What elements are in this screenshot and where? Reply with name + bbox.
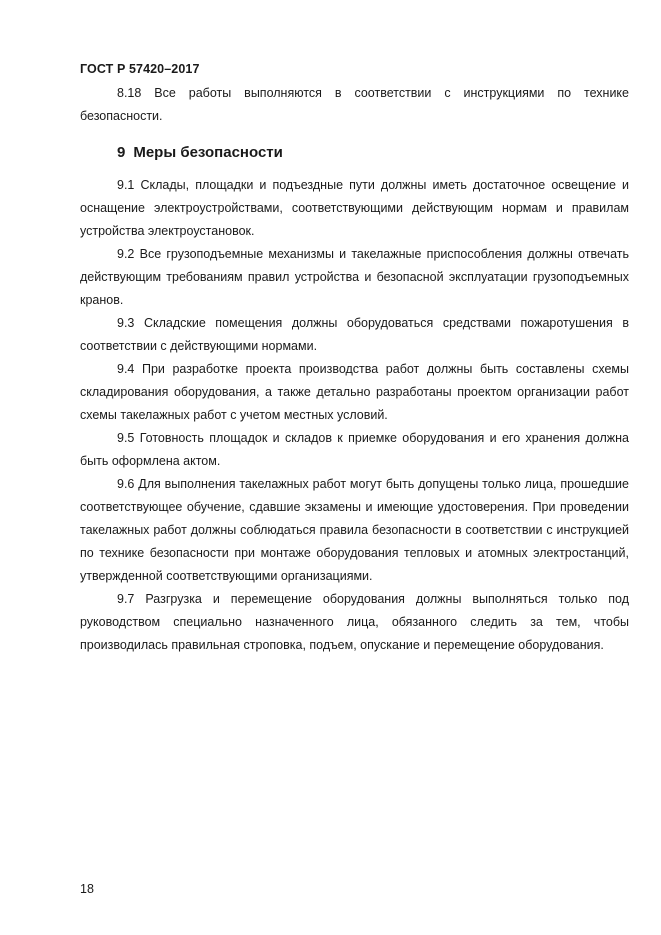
paragraph-text: Складские помещения должны оборудоваться средствами пожаротушения в соответствии с действующими нормами. — [80, 316, 629, 353]
paragraph-text: Все грузоподъемные механизмы и такелажные приспособления должны отвечать действующим требованиям правил устройства и безопасной эксплуатации грузоподъемных кранов. — [80, 247, 629, 307]
paragraph-number: 9.4 — [117, 362, 135, 376]
paragraph-text: При разработке проекта производства работ должны быть составлены схемы складирования оборудования, а также детально разработаны проектом организации работ схемы такелажных работ с учетом местных условий. — [80, 362, 629, 422]
section-number: 9 — [117, 144, 126, 161]
section-title: Меры безопасности — [133, 144, 283, 161]
paragraph-text: Для выполнения такелажных работ могут быть допущены только лица, прошедшие соответствующее обучение, сдавшие экзамены и имеющие удостоверения. При проведении такелажных работ должны соблюдаться правила безопасности в соответствии с инструкцией по технике безопасности при монтаже оборудования тепловых и атомных электростанций, утвержденной соответствующими организациями. — [80, 477, 629, 583]
page-number: 18 — [80, 882, 94, 896]
paragraph-number: 9.3 — [117, 316, 135, 330]
paragraph-text: Разгрузка и перемещение оборудования должны выполняться только под руководством специально назначенного лица, обязанного следить за тем, чтобы производилась правильная строповка, подъем, опускание и перемещение оборудования. — [80, 592, 629, 652]
paragraph-number: 9.1 — [117, 178, 135, 192]
paragraph-number: 9.6 — [117, 477, 135, 491]
paragraph-number: 9.2 — [117, 247, 135, 261]
paragraph-text: Все работы выполняются в соответствии с инструкциями по технике безопасности. — [80, 86, 629, 123]
paragraph-9-4 — [80, 358, 629, 427]
paragraph-number: 8.18 — [117, 86, 142, 100]
paragraph-9-6 — [80, 473, 629, 588]
paragraph-number: 9.7 — [117, 592, 135, 606]
document-code-header: ГОСТ Р 57420–2017 — [80, 62, 200, 76]
paragraph-9-1 — [80, 174, 629, 243]
paragraph-text: Склады, площадки и подъездные пути должны иметь достаточное освещение и оснащение электроустройствами, соответствующими действующим нормам и правилам устройства электроустановок. — [80, 178, 629, 238]
section-heading — [80, 140, 629, 166]
paragraph-9-2 — [80, 243, 629, 312]
paragraph-9-5 — [80, 427, 629, 473]
paragraph-8-18 — [80, 82, 629, 128]
paragraph-number: 9.5 — [117, 431, 135, 445]
paragraph-text: Готовность площадок и складов к приемке оборудования и его хранения должна быть оформлена актом. — [80, 431, 629, 468]
document-body — [80, 82, 629, 657]
paragraph-9-3 — [80, 312, 629, 358]
paragraph-9-7 — [80, 588, 629, 657]
